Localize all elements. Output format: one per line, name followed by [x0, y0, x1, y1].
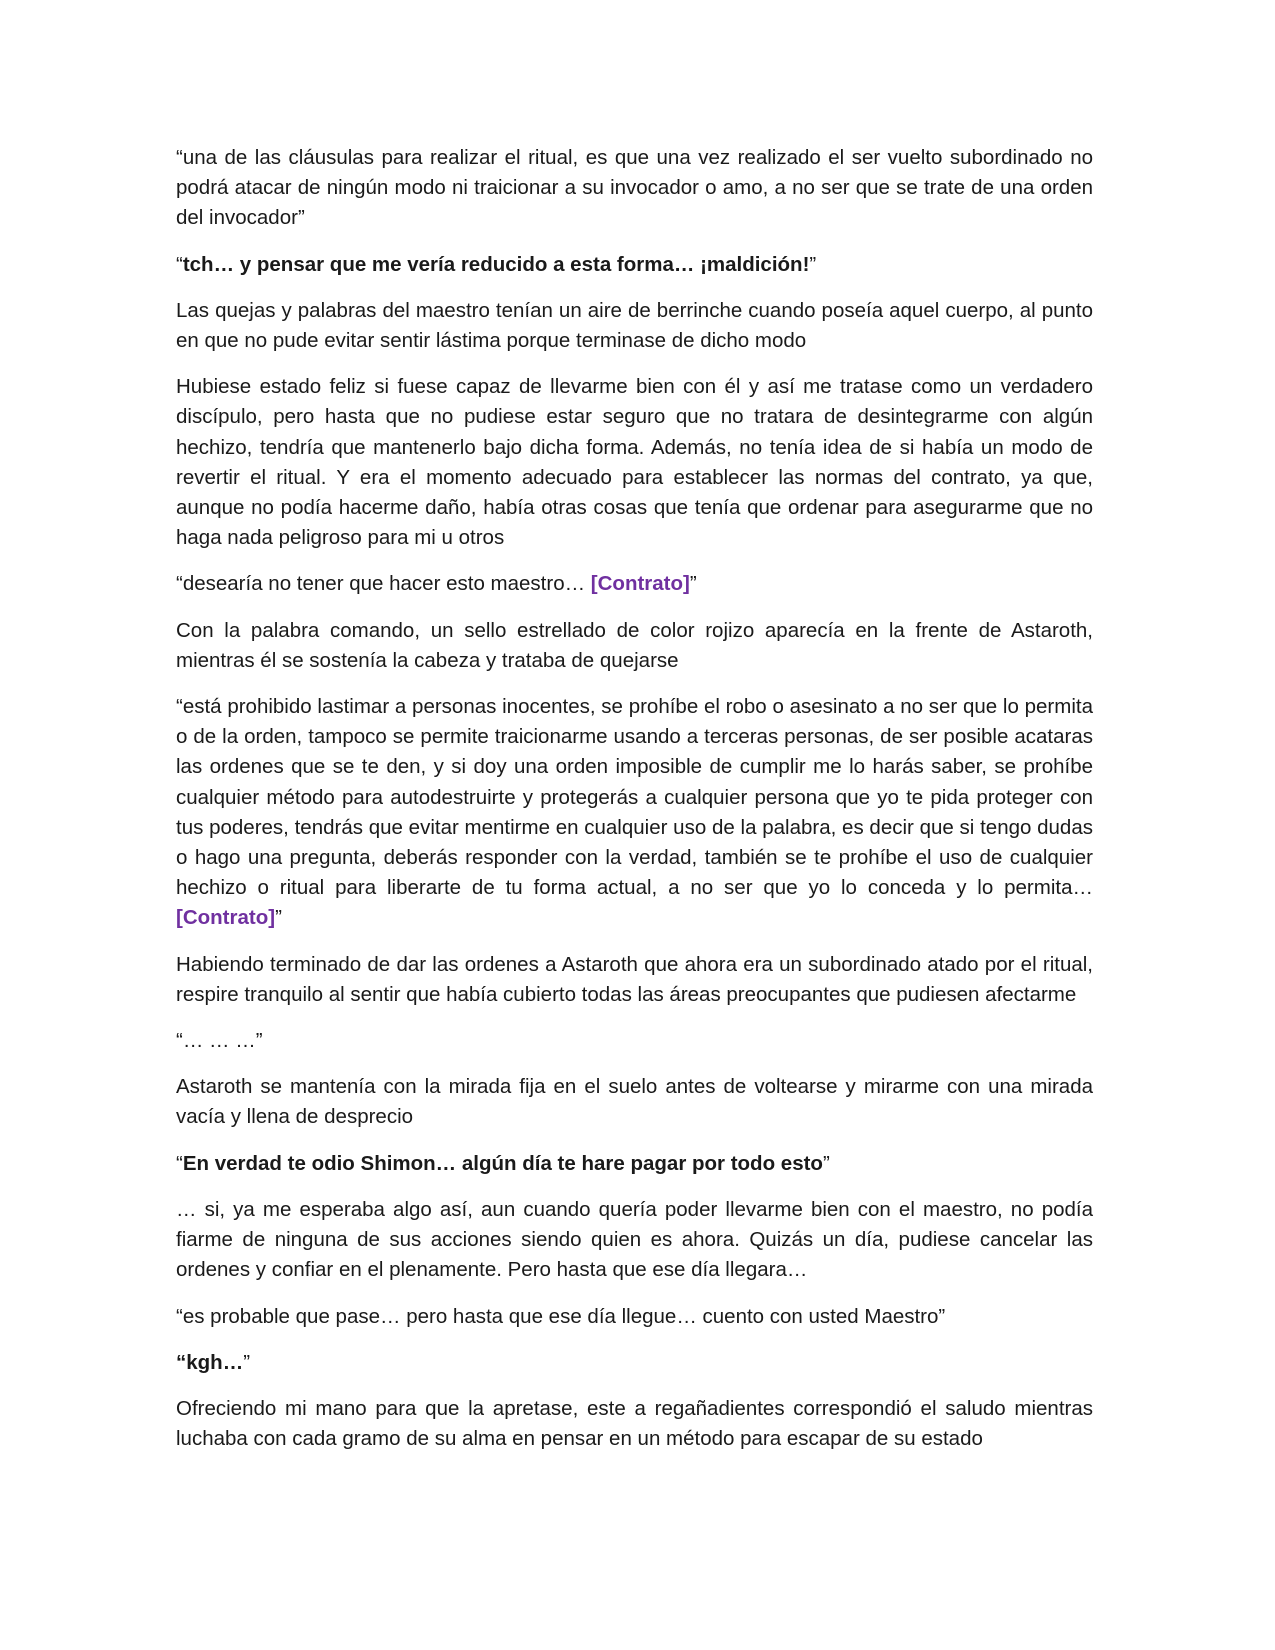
quote-close: ”	[275, 906, 282, 930]
dialogue-text: “desearía no tener que hacer esto maestro…	[176, 572, 591, 596]
bold-dialogue: “kgh…	[176, 1350, 244, 1374]
paragraph-10: Astaroth se mantenía con la mirada fija en el suelo antes de voltearse y mirarme con una mirada vacía y llena de desprecio	[176, 1075, 1093, 1129]
paragraph-14	[176, 1348, 1093, 1378]
paragraph-3: Las quejas y palabras del maestro tenían un aire de berrinche cuando poseía aquel cuerpo, al punto en que no pude evitar sentir lástima porque terminase de dicho modo	[176, 298, 1093, 353]
paragraph-6: Con la palabra comando, un sello estrellado de color rojizo aparecía en la frente de Astaroth, mientras él se sostenía la cabeza y trataba de quejarse	[176, 618, 1093, 672]
paragraph-15: Ofreciendo mi mano para que la apretase, este a regañadientes correspondió el saludo mientras luchaba con cada gramo de su alma en pensar en un método para escapar de su estado	[176, 1396, 1093, 1451]
quote-open: “	[176, 1151, 183, 1175]
paragraph-13: “es probable que pase… pero hasta que ese día llegue… cuento con usted Maestro”	[176, 1304, 946, 1328]
paragraph-12: … si, ya me esperaba algo así, aun cuando quería poder llevarme bien con el maestro, no podía fiarme de ninguna de sus acciones siendo quien es ahora. Quizás un día, pudiese cancelar las ordenes y confiar en el plenamente. Pero hasta que ese día llegara…	[176, 1197, 1093, 1282]
spell-contrato: [Contrato]	[590, 572, 690, 596]
paragraph-2	[176, 250, 1093, 280]
dialogue-text: “está prohibido lastimar a personas inocentes, se prohíbe el robo o asesinato a no ser que lo permita o de la orden, tampoco se permite traicionarme usando a terceras personas, de ser posible acataras las ordenes que se te den, y si doy una orden imposible de cumplir me lo harás saber, se prohíbe cualquier método para autodestruirte y protegerás a cualquier persona que yo te pida proteger con tus poderes, tendrás que evitar mentirme en cualquier uso de la palabra, es decir que si tengo dudas o hago una pregunta, deberás responder con la verdad, también se te prohíbe el uso de cualquier hechizo o ritual para liberarte de tu forma actual, a no ser que yo lo conceda y lo permita…	[176, 695, 1093, 900]
quote-close: ”	[822, 1151, 830, 1175]
quote-open: “	[176, 252, 183, 276]
paragraph-9: “… … …”	[176, 1029, 263, 1053]
bold-dialogue: En verdad te odio Shimon… algún día te hare pagar por todo esto	[182, 1151, 823, 1175]
paragraph-7	[176, 692, 1093, 934]
quote-close: ”	[243, 1350, 251, 1374]
spell-contrato: [Contrato]	[176, 906, 276, 930]
paragraph-1: “una de las cláusulas para realizar el ritual, es que una vez realizado el ser vuelto subordinado no podrá atacar de ningún modo ni traicionar a su invocador o amo, a no ser que se trate de una orden del invocador”	[176, 146, 1093, 230]
paragraph-4: Hubiese estado feliz si fuese capaz de llevarme bien con él y así me tratase como un verdadero discípulo, pero hasta que no pudiese estar seguro que no tratara de desintegrarme con algún hechizo, tendría que mantenerlo bajo dicha forma. Además, no tenía idea de si había un modo de revertir el ritual. Y era el momento adecuado para establecer las normas del contrato, ya que, aunque no podía hacerme daño, había otras cosas que tenía que ordenar para asegurarme que no haga nada peligroso para mi u otros	[176, 375, 1093, 550]
quote-close: ”	[689, 572, 697, 596]
quote-close: ”	[809, 252, 817, 276]
paragraph-11	[176, 1149, 1093, 1179]
paragraph-8: Habiendo terminado de dar las ordenes a Astaroth que ahora era un subordinado atado por el ritual, respire tranquilo al sentir que había cubierto todas las áreas preocupantes que pudiesen afectarme	[176, 952, 1093, 1006]
bold-dialogue: tch… y pensar que me vería reducido a esta forma… ¡maldición!	[182, 252, 810, 276]
document-page	[176, 143, 1093, 1470]
paragraph-5	[176, 569, 1093, 599]
